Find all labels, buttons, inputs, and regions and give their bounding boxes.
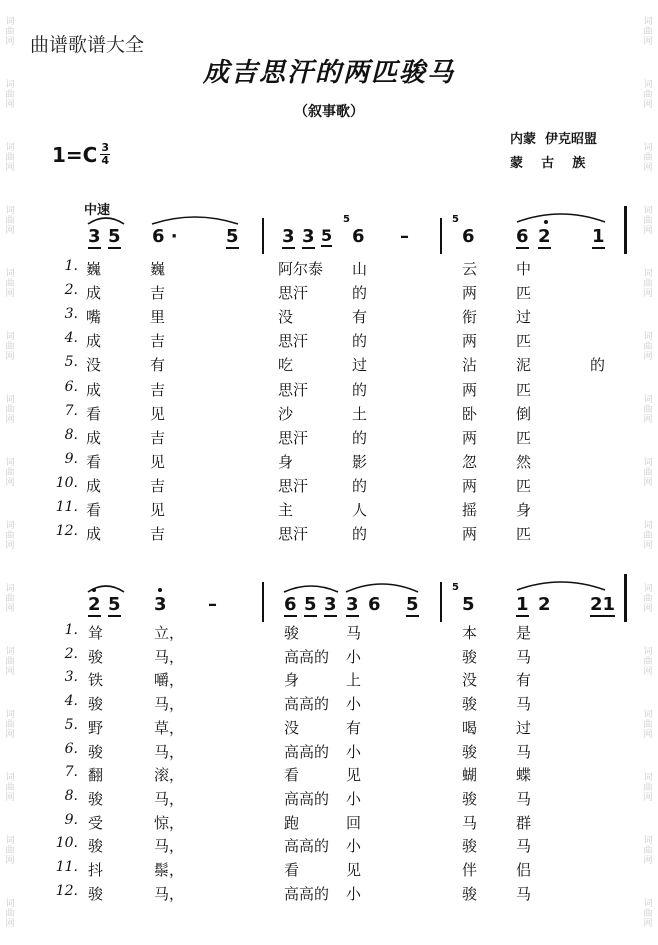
notation-row-2 — [0, 582, 658, 624]
lyric-syllable: 小 — [346, 837, 362, 856]
lyric-syllable: 骏 — [88, 837, 104, 856]
grace-note: 5 — [452, 582, 459, 593]
verse-number: 1. — [64, 622, 78, 638]
time-signature — [100, 142, 110, 167]
lyric-syllable: 的 — [352, 332, 368, 351]
lyric-syllable: 里 — [150, 308, 166, 327]
lyric-syllable: 成 — [86, 284, 102, 303]
slur — [86, 212, 126, 226]
verse-number: 11. — [55, 859, 78, 875]
slur — [515, 208, 607, 224]
lyric-syllable: 山 — [352, 260, 368, 278]
lyric-line — [0, 741, 658, 765]
note: 5 — [406, 594, 419, 615]
verse-number: 9. — [64, 811, 78, 828]
lyric-line — [0, 475, 658, 499]
lyric-syllable: 耸 — [88, 624, 104, 642]
lyric-syllable: 见 — [150, 501, 166, 519]
verse-number: 6. — [64, 378, 78, 395]
origin-line-1: 内蒙 伊克昭盟 — [510, 132, 598, 147]
lyric-syllable: 骏 — [88, 884, 104, 903]
lyric-syllable: 蝶 — [516, 766, 532, 785]
lyric-syllable: 骏 — [88, 695, 104, 714]
watermark-text: 词曲网 — [5, 898, 15, 929]
watermark-text: 词曲网 — [5, 646, 15, 677]
lyric-syllable: 小 — [346, 647, 362, 666]
lyric-syllable: 吉 — [150, 284, 166, 303]
lyric-syllable: 马， — [154, 695, 185, 714]
watermark-text: 词曲网 — [643, 520, 653, 551]
note: 2 — [538, 594, 551, 615]
lyric-line — [0, 403, 658, 427]
lyric-syllable: 骏 — [462, 647, 478, 666]
lyric-syllable: 小 — [346, 742, 362, 761]
lyric-syllable: 成 — [86, 476, 102, 495]
lyric-syllable: 阿尔泰 — [278, 260, 324, 278]
lyric-syllable: 主 — [278, 501, 294, 519]
lyric-syllable: 小 — [346, 884, 362, 903]
watermark-text: 词曲网 — [643, 772, 653, 803]
lyric-syllable: 群 — [516, 813, 532, 832]
lyric-syllable: 看 — [284, 766, 300, 785]
lyric-syllable: 高高的 — [284, 647, 330, 666]
watermark-text: 词曲网 — [5, 835, 15, 866]
lyric-syllable: 巍 — [86, 260, 102, 278]
lyric-syllable: 思汗 — [278, 428, 309, 447]
lyric-syllable: 影 — [352, 452, 368, 471]
barline — [440, 218, 442, 254]
lyric-syllable: 小 — [346, 789, 362, 808]
lyric-syllable: 有 — [150, 356, 166, 375]
verse-number: 10. — [55, 835, 78, 852]
lyric-syllable: 马 — [346, 624, 362, 642]
lyric-syllable: 没 — [86, 356, 102, 375]
lyric-syllable: 然 — [516, 452, 532, 471]
lyric-syllable: 两 — [462, 284, 478, 303]
note: 1 — [592, 226, 605, 247]
lyric-line — [0, 354, 658, 378]
lyric-line — [0, 330, 658, 354]
note: 6 — [462, 226, 475, 247]
lyric-line — [0, 523, 658, 547]
verse-number: 2. — [64, 645, 78, 662]
lyric-syllable: 翻 — [88, 766, 104, 785]
slur — [150, 212, 240, 226]
verse-number: 2. — [64, 282, 78, 299]
lyric-syllable: 两 — [462, 332, 478, 351]
lyric-syllable: 匹 — [516, 525, 532, 544]
lyric-syllable: 立， — [154, 624, 185, 642]
lyric-syllable: 两 — [462, 476, 478, 495]
lyric-syllable: 鬃， — [154, 861, 185, 879]
watermark-text: 词曲网 — [643, 394, 653, 425]
lyric-syllable: 思汗 — [278, 284, 309, 303]
lyric-syllable: 身 — [284, 671, 300, 690]
verse-number: 8. — [64, 787, 78, 804]
dash: – — [208, 594, 217, 615]
lyric-line — [0, 883, 658, 907]
watermark-text: 词曲网 — [5, 772, 15, 803]
lyric-syllable: 匹 — [516, 428, 532, 447]
lyric-syllable: 成 — [86, 525, 102, 544]
lyric-syllable: 骏 — [462, 837, 478, 856]
lyric-syllable: 骏 — [284, 624, 300, 642]
lyric-syllable: 是 — [516, 624, 532, 642]
lyric-syllable: 两 — [462, 380, 478, 399]
lyric-syllable: 的 — [590, 356, 606, 375]
octave-dot — [544, 220, 548, 224]
barline — [262, 218, 264, 254]
note-high: 2 — [538, 226, 551, 247]
note: 6 — [352, 226, 365, 247]
lyric-syllable: 嘴 — [86, 308, 102, 327]
lyric-syllable: 马 — [516, 695, 532, 714]
grace-note: 5 — [452, 214, 459, 225]
lyric-syllable: 见 — [150, 452, 166, 471]
note: 5 — [304, 594, 317, 615]
note: 6 — [284, 594, 297, 615]
lyric-syllable: 跑 — [284, 813, 300, 832]
lyric-syllable: 抖 — [88, 861, 104, 879]
lyric-syllable: 骏 — [88, 647, 104, 666]
lyric-syllable: 过 — [516, 308, 532, 327]
lyric-syllable: 吃 — [278, 356, 294, 375]
lyric-line — [0, 306, 658, 330]
verse-number: 5. — [64, 716, 78, 733]
watermark-text: 词曲网 — [5, 709, 15, 740]
lyric-syllable: 有 — [516, 671, 532, 690]
lyric-syllable: 巍 — [150, 260, 166, 278]
lyric-line — [0, 622, 658, 646]
watermark-text: 词曲网 — [643, 16, 653, 47]
lyric-line — [0, 499, 658, 523]
watermark-text: 词曲网 — [5, 520, 15, 551]
verse-number: 3. — [64, 306, 78, 323]
lyric-syllable: 匹 — [516, 284, 532, 303]
verse-number: 10. — [55, 474, 78, 491]
watermark-text: 词曲网 — [643, 709, 653, 740]
lyric-line — [0, 379, 658, 403]
note: 3 — [154, 594, 167, 615]
lyric-syllable: 受 — [88, 813, 104, 832]
lyric-syllable: 沙 — [278, 404, 294, 423]
lyric-line — [0, 451, 658, 475]
slur — [515, 576, 607, 592]
lyric-syllable: 过 — [516, 718, 532, 737]
watermark-text: 词曲网 — [643, 331, 653, 362]
lyric-syllable: 过 — [352, 356, 368, 375]
lyric-syllable: 匹 — [516, 332, 532, 351]
watermark-text: 词曲网 — [643, 79, 653, 110]
note: 6 · — [152, 226, 178, 247]
song-subtitle: （叙事歌） — [294, 104, 364, 120]
lyric-syllable: 高高的 — [284, 884, 330, 903]
lyric-line — [0, 717, 658, 741]
lyric-syllable: 野 — [88, 718, 104, 737]
watermark-text: 词曲网 — [643, 268, 653, 299]
watermark-text: 词曲网 — [5, 205, 15, 236]
lyric-syllable: 的 — [352, 525, 368, 544]
lyric-syllable: 匹 — [516, 380, 532, 399]
lyric-syllable: 人 — [352, 501, 368, 519]
key-text: 1=C — [52, 142, 98, 167]
lyric-syllable: 骏 — [462, 789, 478, 808]
lyric-syllable: 思汗 — [278, 525, 309, 544]
note: 5 — [462, 594, 475, 615]
lyric-line — [0, 693, 658, 717]
note: 6 — [516, 226, 529, 247]
lyric-syllable: 的 — [352, 476, 368, 495]
lyric-syllable: 滚， — [154, 766, 185, 785]
barline — [624, 206, 627, 254]
lyric-syllable: 衔 — [462, 308, 478, 327]
verse-number: 3. — [64, 669, 78, 686]
note: 3 — [324, 594, 337, 615]
watermark-text: 词曲网 — [643, 205, 653, 236]
lyric-syllable: 骏 — [88, 789, 104, 808]
lyric-syllable: 马 — [462, 813, 478, 832]
lyric-syllable: 马 — [516, 789, 532, 808]
slur — [282, 580, 340, 594]
dash: – — [400, 226, 409, 247]
lyric-syllable: 成 — [86, 332, 102, 351]
lyric-syllable: 云 — [462, 260, 478, 278]
lyric-syllable: 铁 — [88, 671, 104, 690]
lyric-syllable: 看 — [86, 452, 102, 471]
lyric-syllable: 摇 — [462, 501, 478, 519]
verse-number: 12. — [55, 882, 78, 899]
barline — [440, 582, 442, 622]
lyric-syllable: 卧 — [462, 404, 478, 423]
barline — [624, 574, 627, 622]
watermark-text: 词曲网 — [643, 646, 653, 677]
lyric-syllable: 马 — [516, 884, 532, 903]
lyric-syllable: 身 — [278, 452, 294, 471]
note: 3 — [88, 226, 101, 247]
lyric-syllable: 倒 — [516, 404, 532, 423]
lyric-line — [0, 427, 658, 451]
lyric-syllable: 吉 — [150, 332, 166, 351]
lyric-syllable: 的 — [352, 284, 368, 303]
watermark-text: 词曲网 — [643, 835, 653, 866]
verse-number: 7. — [64, 764, 78, 781]
lyric-syllable: 马 — [516, 742, 532, 761]
site-label: 曲谱歌谱大全 — [30, 34, 145, 56]
watermark-text: 词曲网 — [5, 394, 15, 425]
slur — [344, 578, 420, 594]
lyric-syllable: 匹 — [516, 476, 532, 495]
lyric-syllable: 有 — [346, 718, 362, 737]
lyric-syllable: 成 — [86, 428, 102, 447]
lyric-syllable: 高高的 — [284, 742, 330, 761]
key-signature — [52, 142, 110, 167]
lyric-line — [0, 835, 658, 859]
lyric-syllable: 两 — [462, 428, 478, 447]
lyric-syllable: 没 — [284, 718, 300, 737]
lyric-syllable: 回 — [346, 813, 362, 832]
note: 1 — [516, 594, 529, 615]
lyric-syllable: 的 — [352, 428, 368, 447]
lyric-syllable: 小 — [346, 695, 362, 714]
lyric-syllable: 思汗 — [278, 332, 309, 351]
lyric-syllable: 思汗 — [278, 380, 309, 399]
lyric-syllable: 马， — [154, 884, 185, 903]
lyric-syllable: 马 — [516, 837, 532, 856]
lyric-syllable: 看 — [284, 861, 300, 879]
lyric-syllable: 伴 — [462, 861, 478, 879]
octave-dot — [92, 588, 96, 592]
lyric-syllable: 喝 — [462, 718, 478, 737]
origin-line-2: 蒙 古 族 — [510, 156, 586, 171]
verse-number: 11. — [55, 499, 78, 515]
time-top: 3 — [101, 141, 110, 154]
watermark-text: 词曲网 — [5, 142, 15, 173]
lyric-syllable: 思汗 — [278, 476, 309, 495]
lyric-syllable: 没 — [278, 308, 294, 327]
verse-number: 1. — [64, 258, 78, 274]
verse-number: 8. — [64, 426, 78, 443]
lyric-syllable: 马， — [154, 647, 185, 666]
lyric-syllable: 忽 — [462, 452, 478, 471]
lyric-syllable: 见 — [346, 766, 362, 785]
note: 5 — [108, 594, 121, 615]
note: 5 — [321, 226, 333, 245]
watermark-text: 词曲网 — [5, 79, 15, 110]
watermark-text: 词曲网 — [643, 898, 653, 929]
lyric-syllable: 惊， — [154, 813, 185, 832]
watermark-text: 词曲网 — [5, 331, 15, 362]
lyric-syllable: 侣 — [516, 861, 532, 879]
verse-number: 9. — [64, 450, 78, 467]
lyric-syllable: 没 — [462, 671, 478, 690]
lyric-syllable: 有 — [352, 308, 368, 327]
lyric-syllable: 骏 — [462, 742, 478, 761]
time-bottom: 4 — [101, 154, 110, 167]
lyric-syllable: 的 — [352, 380, 368, 399]
lyric-syllable: 骏 — [462, 695, 478, 714]
grace-note: 5 — [343, 214, 350, 225]
lyric-syllable: 身 — [516, 501, 532, 519]
verse-number: 5. — [64, 354, 78, 371]
lyric-syllable: 骏 — [88, 742, 104, 761]
lyric-line — [0, 764, 658, 788]
lyric-syllable: 马， — [154, 789, 185, 808]
barline — [262, 582, 264, 622]
lyric-syllable: 骏 — [462, 884, 478, 903]
lyric-syllable: 见 — [346, 861, 362, 879]
note: 21 — [590, 594, 616, 615]
lyric-syllable: 泥 — [516, 356, 532, 375]
watermark-text: 词曲网 — [643, 457, 653, 488]
lyric-syllable: 蝴 — [462, 766, 478, 785]
lyric-line — [0, 646, 658, 670]
lyric-syllable: 土 — [352, 404, 368, 423]
watermark-text: 词曲网 — [643, 142, 653, 173]
note: 3 — [346, 594, 359, 615]
lyric-syllable: 高高的 — [284, 695, 330, 714]
lyric-line — [0, 788, 658, 812]
lyric-line — [0, 812, 658, 836]
lyric-line — [0, 282, 658, 306]
lyric-syllable: 草， — [154, 718, 185, 737]
lyric-syllable: 成 — [86, 380, 102, 399]
lyric-syllable: 看 — [86, 404, 102, 423]
verse-number: 4. — [64, 330, 78, 347]
slur — [86, 580, 126, 594]
lyric-syllable: 吉 — [150, 428, 166, 447]
song-origin — [510, 128, 597, 176]
lyric-syllable: 上 — [346, 671, 362, 690]
note: 5 — [108, 226, 121, 247]
song-title: 成吉思汗的两匹骏马 — [202, 58, 455, 88]
note: 2 — [88, 594, 101, 615]
watermark-text: 词曲网 — [5, 583, 15, 614]
verse-number: 12. — [55, 523, 78, 540]
lyric-syllable: 吉 — [150, 476, 166, 495]
note: 3 — [302, 226, 315, 247]
watermark-text: 词曲网 — [5, 268, 15, 299]
lyric-syllable: 吉 — [150, 525, 166, 544]
lyric-syllable: 见 — [150, 404, 166, 423]
lyric-syllable: 嚼， — [154, 671, 185, 690]
lyric-syllable: 本 — [462, 624, 478, 642]
watermark-text: 词曲网 — [5, 457, 15, 488]
note: 5 — [226, 226, 239, 247]
tempo-marking: 中速 — [84, 203, 111, 218]
lyric-syllable: 两 — [462, 525, 478, 544]
watermark-text: 词曲网 — [5, 16, 15, 47]
lyric-syllable: 中 — [516, 260, 532, 278]
note: 3 — [282, 226, 295, 247]
lyric-line — [0, 669, 658, 693]
verse-number: 7. — [64, 402, 78, 419]
verse-number: 4. — [64, 693, 78, 710]
lyric-syllable: 马， — [154, 742, 185, 761]
verse-number: 6. — [64, 740, 78, 757]
note: 6 — [368, 594, 381, 615]
lyric-syllable: 高高的 — [284, 837, 330, 856]
lyric-line — [0, 859, 658, 883]
lyric-syllable: 马 — [516, 647, 532, 666]
lyric-line — [0, 258, 658, 282]
lyric-syllable: 马， — [154, 837, 185, 856]
watermark-text: 词曲网 — [643, 583, 653, 614]
octave-dot — [158, 588, 162, 592]
lyric-syllable: 沾 — [462, 356, 478, 375]
lyric-syllable: 高高的 — [284, 789, 330, 808]
lyric-syllable: 看 — [86, 501, 102, 519]
lyric-syllable: 吉 — [150, 380, 166, 399]
